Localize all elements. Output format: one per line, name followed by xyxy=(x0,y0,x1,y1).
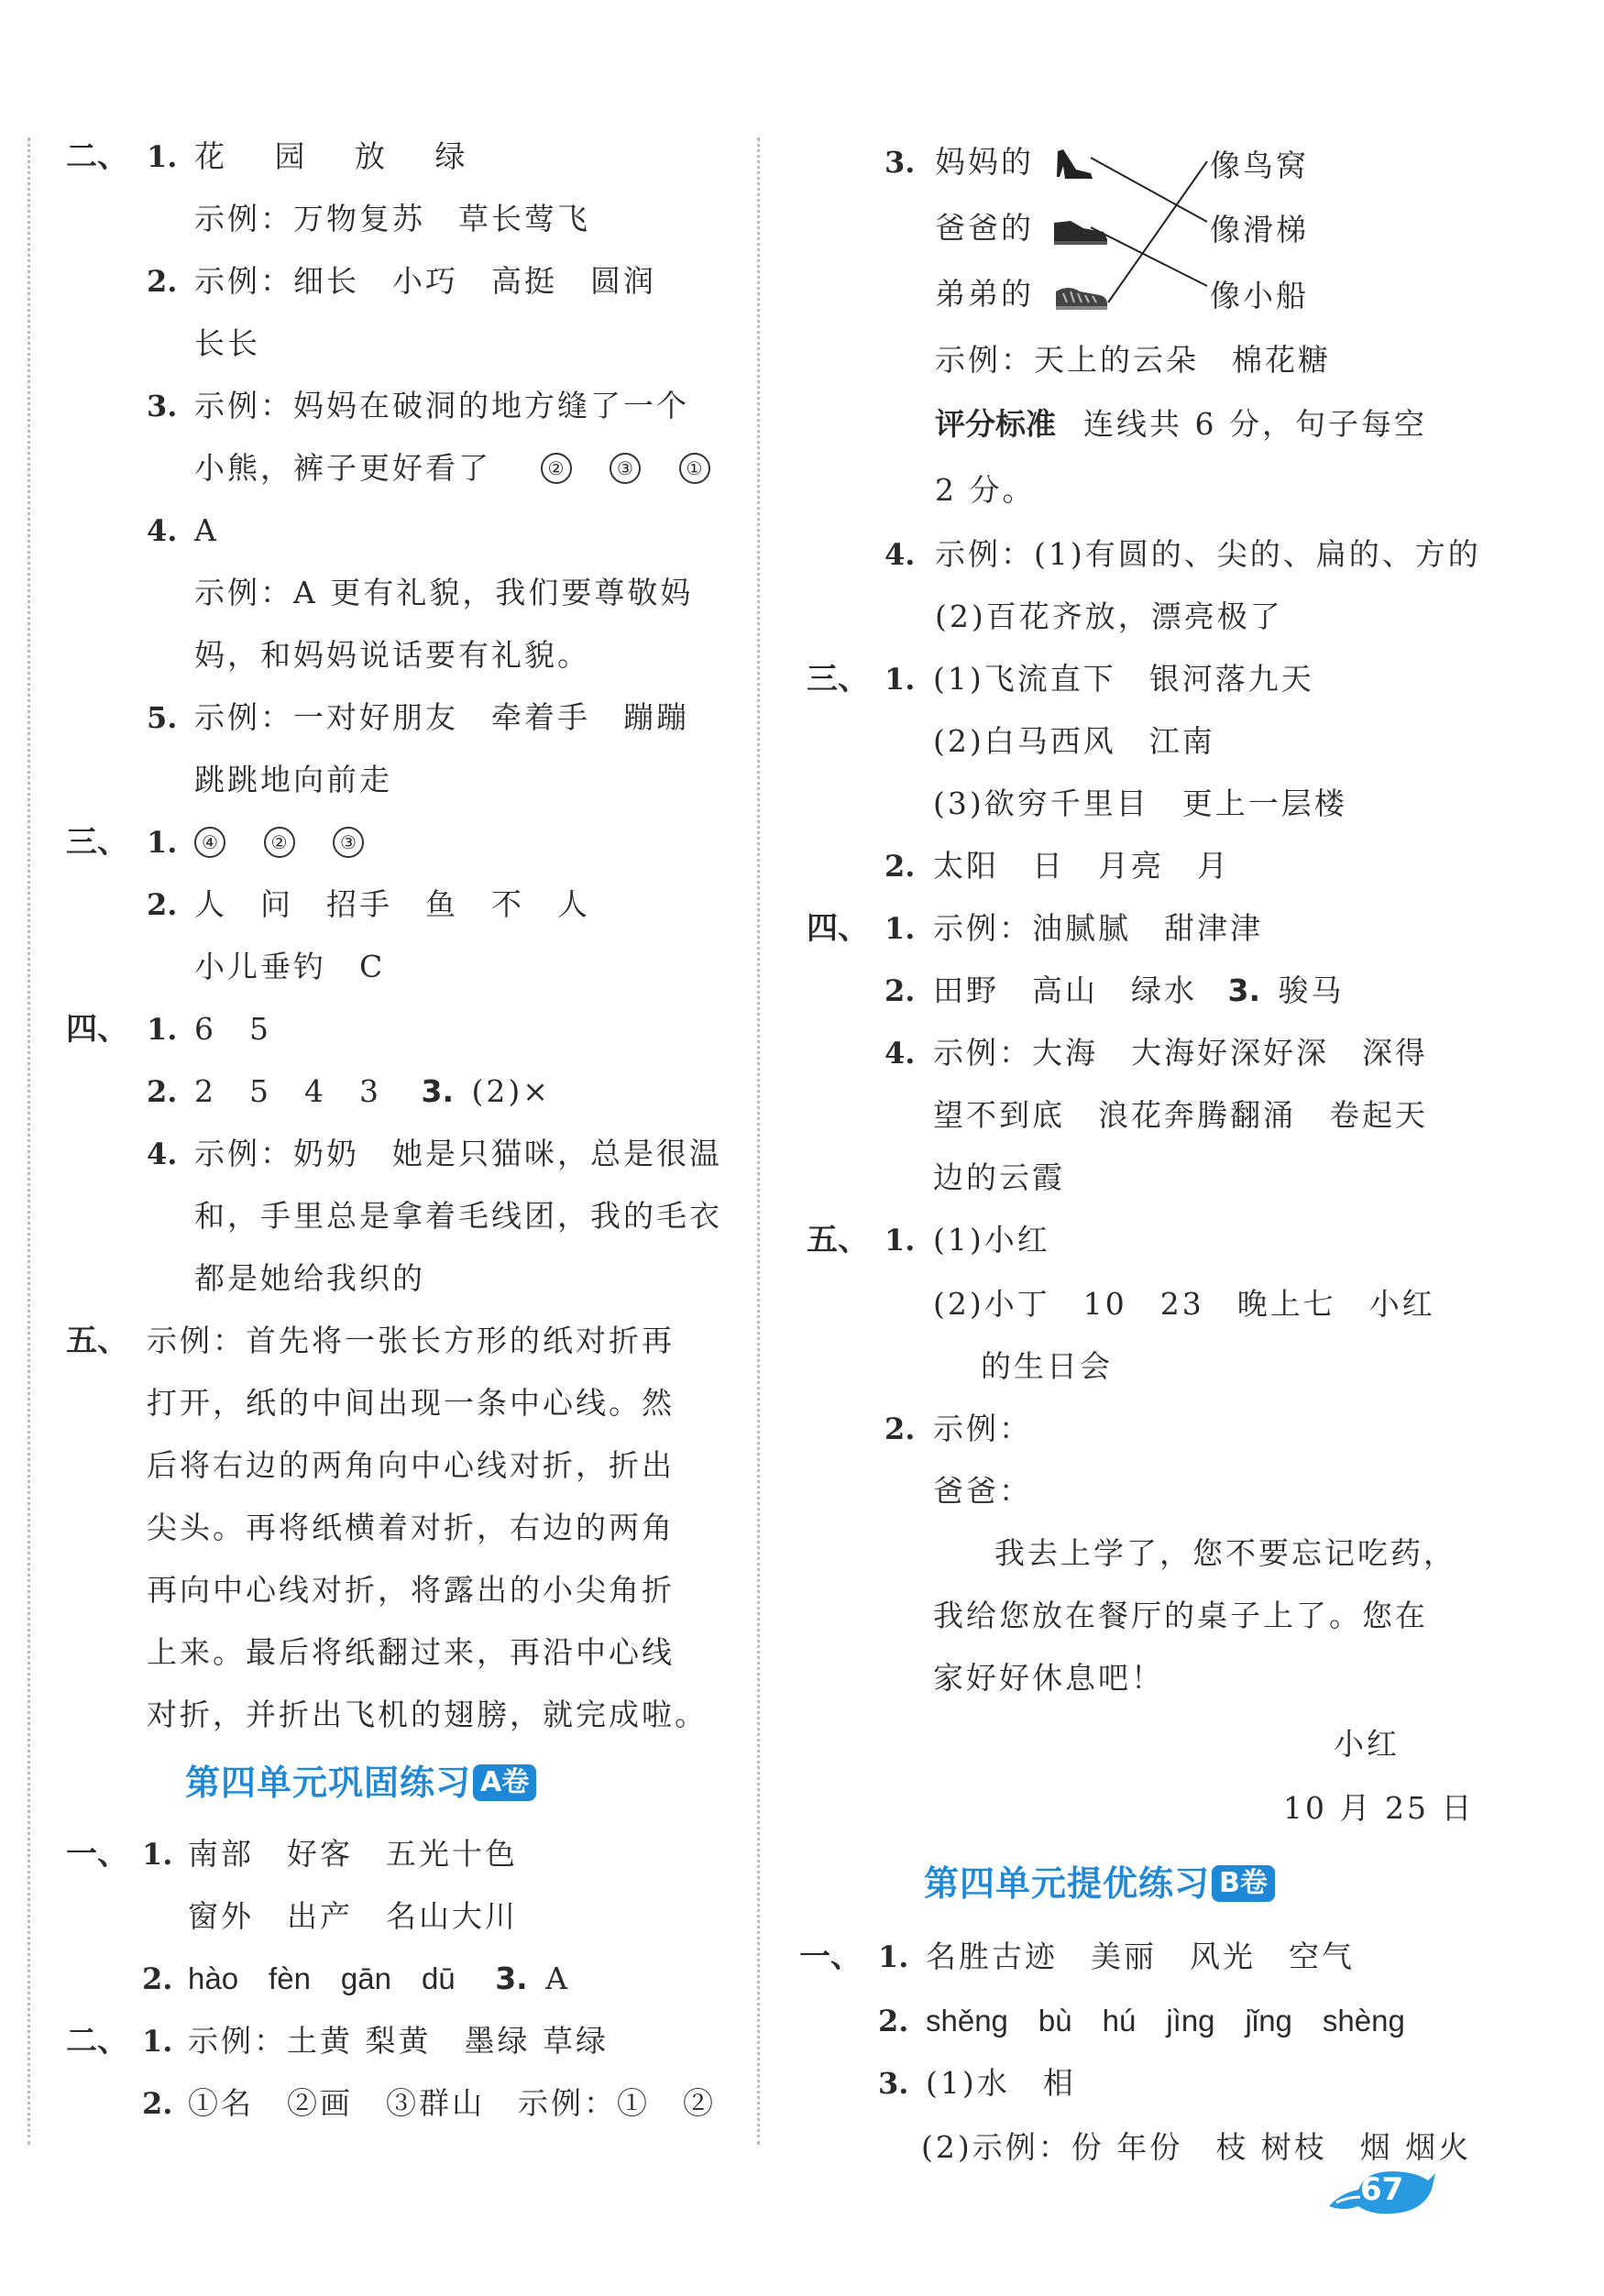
answer-line: 示例：一对好朋友 牵着手 蹦蹦 xyxy=(194,699,689,735)
circled-number: ① xyxy=(679,453,710,484)
answer-text: 2 5 4 3 xyxy=(194,1073,381,1109)
section-label: 三、 xyxy=(807,661,869,698)
answer-line: 后将右边的两角向中心线对折，折出 xyxy=(147,1447,675,1483)
section-label: 四、 xyxy=(66,1011,128,1048)
question-number: 1. xyxy=(878,1939,909,1974)
score-label: 评分标准 xyxy=(935,406,1056,442)
section-label: 一、 xyxy=(66,1836,128,1873)
answer-line: 示例：万物复苏 草长莺飞 xyxy=(194,201,590,236)
question-number: 2. xyxy=(147,1074,178,1109)
section-label: 三、 xyxy=(66,824,128,861)
circled-number: ③ xyxy=(610,453,641,484)
answer-line: (2)示例：份 年份 枝 树枝 烟 烟火 xyxy=(921,2129,1472,2165)
matching-label: 妈妈的 xyxy=(935,144,1034,180)
column-divider xyxy=(757,137,760,2145)
section-label: 二、 xyxy=(66,138,128,175)
matching-label: 爸爸的 xyxy=(935,210,1034,246)
question-number: 1. xyxy=(147,825,178,860)
matching-lines xyxy=(1086,147,1214,312)
question-number: 3. xyxy=(421,1073,454,1109)
matching-left-item xyxy=(935,207,1109,249)
answer-line: (2)百花齐放，漂亮极了 xyxy=(935,599,1283,634)
unit-heading-title: 第四单元提优练习 xyxy=(924,1863,1211,1904)
answer-line xyxy=(188,1958,570,2000)
question-number: 2. xyxy=(878,2004,909,2038)
answer-line: 示例：(1)有圆的、尖的、扁的、方的 xyxy=(935,536,1481,572)
answer-line xyxy=(933,970,1345,1012)
answer-line: 名胜古迹 美丽 风光 空气 xyxy=(926,1939,1355,1974)
answer-line: (2)白马西风 江南 xyxy=(933,723,1215,759)
matching-left-item xyxy=(935,273,1109,315)
question-number: 2. xyxy=(884,1412,916,1446)
answer-line: (3)欲穷千里目 更上一层楼 xyxy=(933,785,1347,821)
question-number: 5. xyxy=(147,700,178,735)
letter-body: 我给您放在餐厅的桌子上了。您在 xyxy=(933,1598,1428,1633)
question-number: 4. xyxy=(884,1036,916,1071)
circled-number: ③ xyxy=(333,827,364,858)
matching-label: 弟弟的 xyxy=(935,276,1034,312)
answer-line xyxy=(181,821,377,863)
answer-line: (1)水 相 xyxy=(926,2065,1076,2101)
section-label: 一、 xyxy=(799,1939,862,1975)
answer-line: 示例：大海 大海好深好深 深得 xyxy=(933,1035,1428,1071)
answer-line: ①名 ②画 ③群山 示例：① ② xyxy=(188,2085,716,2121)
question-number: 1. xyxy=(147,1012,178,1047)
answer-line xyxy=(194,447,723,489)
answer-line: 示例：细长 小巧 高挺 圆润 xyxy=(194,263,656,299)
answer-line: 花 园 放 绿 xyxy=(194,138,486,174)
answer-line: 打开，纸的中间出现一条中心线。然 xyxy=(147,1385,675,1421)
section-label: 五、 xyxy=(66,1323,128,1359)
question-number: 4. xyxy=(147,513,178,548)
question-number: 3. xyxy=(147,389,178,423)
score-line: 2 分。 xyxy=(935,472,1036,508)
answer-line: (2)小丁 10 23 晚上七 小红 xyxy=(933,1286,1435,1322)
question-number: 3. xyxy=(884,145,916,180)
section-label: 二、 xyxy=(66,2023,128,2060)
page-number-badge xyxy=(1320,2159,1439,2223)
letter-salutation: 爸爸： xyxy=(933,1473,1032,1509)
unit-heading-badge: A卷 xyxy=(473,1764,536,1801)
answer-line: 和，手里总是拿着毛线团，我的毛衣 xyxy=(194,1198,722,1234)
question-number: 1. xyxy=(884,1223,916,1258)
answer-text: 小熊，裤子更好看了 xyxy=(194,450,491,486)
question-number: 2. xyxy=(142,2086,173,2121)
answer-line: 南部 好客 五光十色 xyxy=(188,1836,518,1872)
pinyin-line: shěng bù hú jìng jǐng shèng xyxy=(926,2004,1405,2038)
section-label: 四、 xyxy=(807,910,869,947)
matching-left-item xyxy=(935,141,1094,183)
answer-line: 示例：妈妈在破洞的地方缝了一个 xyxy=(194,388,689,423)
letter-body: 家好好休息吧！ xyxy=(933,1660,1164,1696)
answer-line: 的生日会 xyxy=(981,1348,1113,1384)
question-number: 4. xyxy=(147,1137,178,1171)
circled-number: ④ xyxy=(194,827,225,858)
page-number: 67 xyxy=(1360,2171,1404,2208)
question-number: 3. xyxy=(878,2066,909,2101)
matching-right-item: 像滑梯 xyxy=(1210,212,1309,247)
answer-text: (2)× xyxy=(471,1073,551,1109)
letter-body: 我去上学了，您不要忘记吃药， xyxy=(994,1535,1456,1571)
question-number: 2. xyxy=(884,849,916,884)
answer-line: 太阳 日 月亮 月 xyxy=(933,848,1230,884)
unit-heading xyxy=(924,1861,1275,1906)
unit-heading-title: 第四单元巩固练习 xyxy=(185,1763,472,1803)
answer-line: 小儿垂钓 C xyxy=(194,949,386,984)
answer-line: 示例：油腻腻 甜津津 xyxy=(933,910,1263,946)
answer-line: (1)小红 xyxy=(933,1222,1050,1258)
answer-text: 骏马 xyxy=(1278,972,1345,1008)
letter-signature: 小红 xyxy=(1334,1726,1400,1762)
question-number: 4. xyxy=(884,537,916,572)
question-number: 2. xyxy=(884,973,916,1008)
answer-line: 窗外 出产 名山大川 xyxy=(188,1898,518,1934)
question-number: 3. xyxy=(495,1961,528,1996)
answer-line: 妈，和妈妈说话要有礼貌。 xyxy=(194,637,590,673)
score-line xyxy=(935,403,1427,445)
answer-text: 田野 高山 绿水 xyxy=(933,972,1197,1008)
answer-line xyxy=(194,1071,551,1113)
answer-line: 再向中心线对折，将露出的小尖角折 xyxy=(147,1572,675,1608)
answer-line: 示例：首先将一张长方形的纸对折再 xyxy=(147,1323,675,1358)
question-number: 2. xyxy=(147,887,178,922)
question-number: 1. xyxy=(142,2024,173,2059)
answer-line: 示例： xyxy=(933,1411,1032,1446)
score-text: 连线共 6 分，句子每空 xyxy=(1083,406,1427,442)
matching-right-item: 像鸟窝 xyxy=(1210,148,1309,183)
answer-line: 人 问 招手 鱼 不 人 xyxy=(194,886,590,922)
letter-date: 10 月 25 日 xyxy=(1283,1790,1475,1826)
circled-number: ② xyxy=(264,827,295,858)
answer-line: 都是她给我织的 xyxy=(194,1260,425,1296)
answer-line: 边的云霞 xyxy=(933,1159,1065,1195)
answer-line: 跳跳地向前走 xyxy=(194,762,392,797)
unit-heading-badge: B卷 xyxy=(1212,1865,1275,1902)
answer-line: 上来。最后将纸翻过来，再沿中心线 xyxy=(147,1634,675,1670)
question-number: 3. xyxy=(1227,972,1260,1008)
question-number: 2. xyxy=(142,1961,173,1996)
answer-line: 示例：A 更有礼貌，我们要尊敬妈 xyxy=(194,575,694,610)
answer-line: (1)飞流直下 银河落九天 xyxy=(933,661,1314,697)
answer-line: 6 5 xyxy=(194,1011,271,1047)
answer-line: 示例：奶奶 她是只猫咪，总是很温 xyxy=(194,1136,722,1171)
answer-line: A xyxy=(194,512,219,548)
question-number: 1. xyxy=(147,139,178,174)
unit-heading xyxy=(185,1760,536,1806)
answer-text: A xyxy=(545,1961,571,1996)
answer-line: 示例：天上的云朵 棉花糖 xyxy=(935,342,1331,378)
pinyin-text: hào fèn gān dū xyxy=(188,1961,456,1995)
circled-number: ② xyxy=(541,453,572,484)
answer-line: 对折，并折出飞机的翅膀，就完成啦。 xyxy=(147,1697,708,1732)
question-number: 1. xyxy=(884,662,916,697)
answer-line: 望不到底 浪花奔腾翻涌 卷起天 xyxy=(933,1097,1428,1133)
answer-line: 尖头。再将纸横着对折，右边的两角 xyxy=(147,1510,675,1545)
question-number: 2. xyxy=(147,264,178,299)
answer-line: 示例：土黄 梨黄 墨绿 草绿 xyxy=(188,2023,609,2059)
question-number: 1. xyxy=(142,1837,173,1872)
left-margin-divider xyxy=(27,137,30,2145)
question-number: 1. xyxy=(884,911,916,946)
section-label: 五、 xyxy=(807,1222,869,1258)
matching-right-item: 像小船 xyxy=(1210,278,1309,313)
answer-line: 长长 xyxy=(194,325,260,361)
